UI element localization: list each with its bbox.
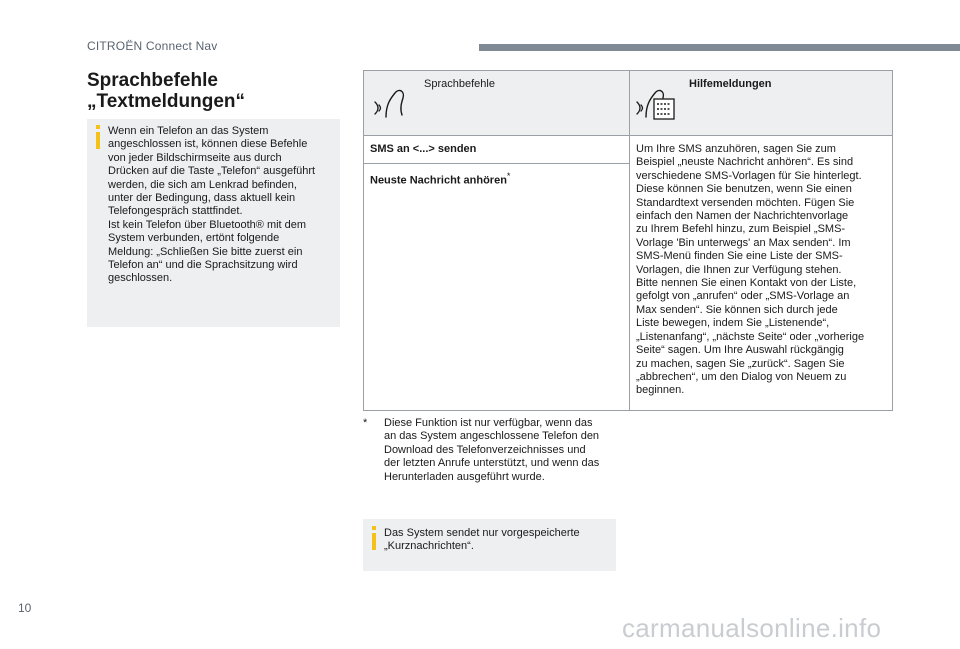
table-header-row [364,71,892,136]
table-column-divider [629,71,630,410]
table-header-commands: Sprachbefehle [424,78,495,90]
section-title-line-1: Sprachbefehle [87,70,218,91]
table-row-divider [364,163,629,164]
voice-command-icon [372,83,408,123]
section-title [87,70,245,112]
command-read-latest-label: Neuste Nachricht anhören [370,174,507,187]
info-box-text: Wenn ein Telefon an das System angeschlossen ist, können diese Befehle von jeder Bildschirmseite aus durch Drücken auf die Taste „Telefon“ ausgeführt werden, die sich am Lenkrad befinden, unter der Bedingung, dass aktuell kein Telefongespräch stattfindet. Ist kein Telefon über Bluetooth® mit dem System verbunden, ertönt folgende Meldung: „Schließen Sie bitte zuerst ein Telefon an“ und die Sprachsitzung wird geschlossen. [108,125,316,285]
voice-command-table [363,70,893,411]
header-bar [479,44,960,51]
footnote-star: * [363,417,368,429]
info-icon [369,526,379,550]
page-number: 10 [18,601,32,615]
info-box-phone-note [87,119,340,327]
footnote-text: Diese Funktion ist nur verfügbar, wenn das an das System angeschlossene Telefon den Download des Telefonverzeichnisses und der letzten Anrufe unterstützt, und wenn das Herunterladen ausgeführt wurde. [384,417,600,483]
running-header: CITROËN Connect Nav [87,39,218,53]
footnote-marker: * [506,171,511,181]
voice-help-icon [636,83,678,123]
section-title-line-2: „Textmeldungen“ [87,91,245,112]
command-read-latest [370,170,511,188]
table-header-help: Hilfemeldungen [689,78,772,90]
watermark: carmanualsonline.info [622,613,882,643]
command-send-sms: SMS an <...> senden [370,143,477,155]
info-box-text: Das System sendet nur vorgespeicherte „Kurznachrichten“. [384,527,580,553]
info-box-sms-note [363,519,616,571]
info-icon [93,125,103,149]
help-message-text: Um Ihre SMS anzuhören, sagen Sie zum Beispiel „neuste Nachricht anhören“. Es sind verschiedene SMS-Vorlagen für Sie hinterlegt. Diese können Sie benutzen, wenn Sie einen Standardtext versenden möchten. Fügen Sie einfach den Namen der Nachrichtenvorlage zu Ihrem Befehl hinzu, zum Beispiel „SMS- Vorlage 'Bin unterwegs' an Max senden“. Im SMS-Menü finden Sie eine Liste der SMS- Vorlagen, die Ihnen zur Verfügung stehen. Bitte nennen Sie einen Kontakt von der Liste, gefolgt von „anrufen“ oder „SMS-Vorlage an Max senden“. Sie können sich durch jede Liste bewegen, indem Sie „Listenende“, „Listenanfang“, „nächste Seite“ oder „vorherige Seite“ sagen. Um Ihre Auswahl rückgängig zu machen, sagen Sie „zurück“. Sagen Sie „abbrechen“, um den Dialog von Neuem zu beginnen. [636,143,865,397]
